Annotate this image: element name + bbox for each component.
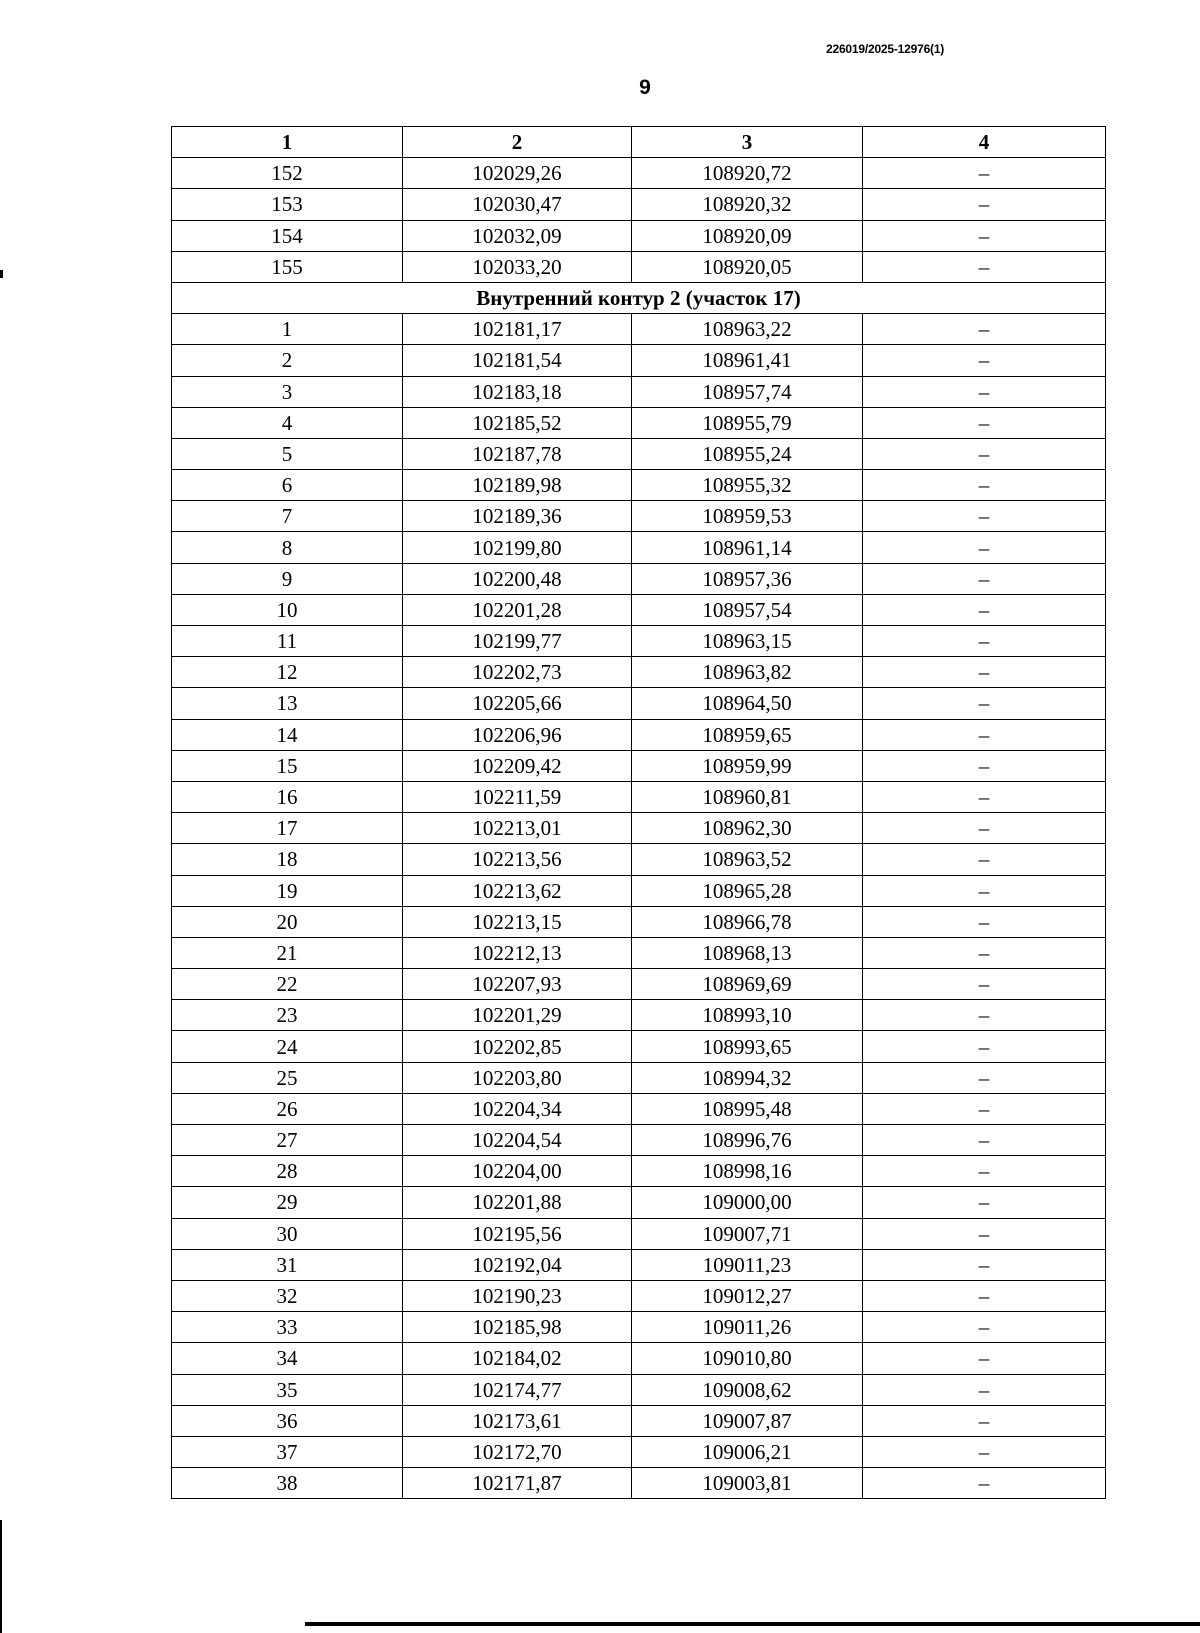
table-cell-col-2: 102187,78 (403, 438, 632, 469)
scan-left-edge (0, 1520, 2, 1633)
table-cell-col-2: 102205,66 (403, 688, 632, 719)
table-row (172, 657, 1106, 688)
table-cell-col-3: 108969,69 (632, 969, 863, 1000)
section-title: Внутренний контур 2 (участок 17) (172, 282, 1106, 313)
table-cell-col-1: 22 (172, 969, 403, 1000)
table-cell-col-1: 33 (172, 1312, 403, 1343)
table-cell-col-2: 102206,96 (403, 719, 632, 750)
table-cell-col-3: 108961,41 (632, 345, 863, 376)
table-cell-col-3: 108920,32 (632, 189, 863, 220)
table-cell-col-2: 102189,36 (403, 501, 632, 532)
table-cell-col-1: 8 (172, 532, 403, 563)
table-cell-col-3: 108964,50 (632, 688, 863, 719)
table-cell-col-1: 37 (172, 1436, 403, 1467)
table-cell-col-1: 34 (172, 1343, 403, 1374)
table-cell-col-2: 102202,73 (403, 657, 632, 688)
table-cell-col-4: – (863, 1468, 1106, 1499)
table-cell-col-4: – (863, 937, 1106, 968)
table-cell-col-3: 108955,32 (632, 470, 863, 501)
rows-outer-contour (172, 158, 1106, 283)
column-header-2: 2 (403, 127, 632, 158)
table-cell-col-3: 109006,21 (632, 1436, 863, 1467)
table-cell-col-1: 11 (172, 626, 403, 657)
table-cell-col-3: 109012,27 (632, 1280, 863, 1311)
table-cell-col-4: – (863, 1125, 1106, 1156)
table-cell-col-4: – (863, 501, 1106, 532)
scan-bottom-line (305, 1622, 1200, 1626)
column-header-4: 4 (863, 127, 1106, 158)
table-cell-col-2: 102033,20 (403, 251, 632, 282)
table-cell-col-4: – (863, 813, 1106, 844)
table-row (172, 1000, 1106, 1031)
table-cell-col-4: – (863, 251, 1106, 282)
table-row (172, 1280, 1106, 1311)
table-cell-col-3: 109003,81 (632, 1468, 863, 1499)
table-cell-col-3: 108968,13 (632, 937, 863, 968)
table-cell-col-1: 1 (172, 314, 403, 345)
table-cell-col-2: 102211,59 (403, 781, 632, 812)
column-header-3: 3 (632, 127, 863, 158)
section-row (172, 282, 1106, 313)
document-number: 226019/2025-12976(1) (826, 42, 945, 56)
table-cell-col-4: – (863, 1093, 1106, 1124)
table-row (172, 626, 1106, 657)
table-cell-col-1: 36 (172, 1405, 403, 1436)
table-cell-col-2: 102029,26 (403, 158, 632, 189)
table-cell-col-2: 102172,70 (403, 1436, 632, 1467)
table-row (172, 969, 1106, 1000)
table-cell-col-1: 154 (172, 220, 403, 251)
table-cell-col-4: – (863, 438, 1106, 469)
table-cell-col-4: – (863, 1374, 1106, 1405)
table-cell-col-2: 102171,87 (403, 1468, 632, 1499)
table-row (172, 532, 1106, 563)
table-cell-col-4: – (863, 1280, 1106, 1311)
table-cell-col-1: 23 (172, 1000, 403, 1031)
table-cell-col-1: 14 (172, 719, 403, 750)
table-cell-col-1: 21 (172, 937, 403, 968)
table-cell-col-3: 108996,76 (632, 1125, 863, 1156)
table-row (172, 1468, 1106, 1499)
table-row (172, 314, 1106, 345)
table-cell-col-3: 108965,28 (632, 875, 863, 906)
table-cell-col-4: – (863, 563, 1106, 594)
table-cell-col-1: 32 (172, 1280, 403, 1311)
table-cell-col-2: 102209,42 (403, 750, 632, 781)
table-row (172, 781, 1106, 812)
table-cell-col-4: – (863, 719, 1106, 750)
table-cell-col-3: 108963,22 (632, 314, 863, 345)
table-cell-col-3: 108959,53 (632, 501, 863, 532)
table-cell-col-3: 109011,26 (632, 1312, 863, 1343)
table-cell-col-2: 102199,80 (403, 532, 632, 563)
table-cell-col-4: – (863, 688, 1106, 719)
table-cell-col-1: 30 (172, 1218, 403, 1249)
table-cell-col-4: – (863, 189, 1106, 220)
table-cell-col-1: 152 (172, 158, 403, 189)
table-cell-col-2: 102195,56 (403, 1218, 632, 1249)
table-cell-col-2: 102213,56 (403, 844, 632, 875)
table-cell-col-3: 108920,72 (632, 158, 863, 189)
table-cell-col-1: 19 (172, 875, 403, 906)
table-row (172, 1062, 1106, 1093)
table-cell-col-2: 102174,77 (403, 1374, 632, 1405)
table-row (172, 844, 1106, 875)
table-cell-col-2: 102032,09 (403, 220, 632, 251)
table-cell-col-4: – (863, 376, 1106, 407)
table-cell-col-2: 102201,29 (403, 1000, 632, 1031)
table-row (172, 594, 1106, 625)
table-row (172, 813, 1106, 844)
table-cell-col-2: 102204,00 (403, 1156, 632, 1187)
table-cell-col-3: 108955,24 (632, 438, 863, 469)
table-cell-col-4: – (863, 407, 1106, 438)
table-row (172, 1031, 1106, 1062)
table-cell-col-4: – (863, 906, 1106, 937)
table-row (172, 875, 1106, 906)
table-row (172, 1343, 1106, 1374)
table-row (172, 906, 1106, 937)
table-cell-col-1: 7 (172, 501, 403, 532)
table-row (172, 501, 1106, 532)
rows-inner-contour (172, 314, 1106, 1499)
table-cell-col-4: – (863, 1249, 1106, 1280)
table-cell-col-1: 38 (172, 1468, 403, 1499)
table-header-row (172, 127, 1106, 158)
table-cell-col-4: – (863, 1062, 1106, 1093)
table-cell-col-2: 102213,15 (403, 906, 632, 937)
table-cell-col-2: 102192,04 (403, 1249, 632, 1280)
table-cell-col-1: 153 (172, 189, 403, 220)
scan-left-tick (0, 270, 3, 278)
table-row (172, 750, 1106, 781)
table-cell-col-1: 18 (172, 844, 403, 875)
table-row (172, 438, 1106, 469)
table-row (172, 563, 1106, 594)
table-row (172, 719, 1106, 750)
table-cell-col-4: – (863, 750, 1106, 781)
table-cell-col-2: 102184,02 (403, 1343, 632, 1374)
table-cell-col-1: 12 (172, 657, 403, 688)
table-cell-col-1: 4 (172, 407, 403, 438)
table-cell-col-3: 108962,30 (632, 813, 863, 844)
table-cell-col-3: 109011,23 (632, 1249, 863, 1280)
table-cell-col-3: 108995,48 (632, 1093, 863, 1124)
table-cell-col-3: 108963,52 (632, 844, 863, 875)
table-cell-col-2: 102212,13 (403, 937, 632, 968)
table-cell-col-1: 155 (172, 251, 403, 282)
table-cell-col-2: 102185,98 (403, 1312, 632, 1343)
table-row (172, 1405, 1106, 1436)
table-row (172, 1218, 1106, 1249)
table-cell-col-3: 109007,71 (632, 1218, 863, 1249)
table-cell-col-3: 108961,14 (632, 532, 863, 563)
table-cell-col-4: – (863, 1312, 1106, 1343)
table-row (172, 1093, 1106, 1124)
table-row (172, 1374, 1106, 1405)
table-cell-col-2: 102030,47 (403, 189, 632, 220)
table-cell-col-2: 102185,52 (403, 407, 632, 438)
table-cell-col-1: 13 (172, 688, 403, 719)
table-cell-col-2: 102204,34 (403, 1093, 632, 1124)
table-row (172, 1187, 1106, 1218)
table-cell-col-1: 9 (172, 563, 403, 594)
table-cell-col-3: 108959,65 (632, 719, 863, 750)
table-cell-col-4: – (863, 1343, 1106, 1374)
table-cell-col-2: 102204,54 (403, 1125, 632, 1156)
page-number: 9 (639, 76, 651, 99)
column-header-1: 1 (172, 127, 403, 158)
table-cell-col-3: 109010,80 (632, 1343, 863, 1374)
table-cell-col-1: 28 (172, 1156, 403, 1187)
table-row (172, 1156, 1106, 1187)
table-cell-col-3: 108963,15 (632, 626, 863, 657)
table-cell-col-3: 108959,99 (632, 750, 863, 781)
table-cell-col-4: – (863, 314, 1106, 345)
table-cell-col-1: 29 (172, 1187, 403, 1218)
table-cell-col-3: 108920,09 (632, 220, 863, 251)
table-row (172, 1249, 1106, 1280)
table-cell-col-4: – (863, 875, 1106, 906)
table-cell-col-4: – (863, 470, 1106, 501)
table-row (172, 1312, 1106, 1343)
table-row (172, 251, 1106, 282)
table-cell-col-1: 17 (172, 813, 403, 844)
table-cell-col-2: 102200,48 (403, 563, 632, 594)
table-cell-col-2: 102207,93 (403, 969, 632, 1000)
table-cell-col-3: 108957,74 (632, 376, 863, 407)
table-cell-col-1: 6 (172, 470, 403, 501)
table-cell-col-3: 108993,10 (632, 1000, 863, 1031)
table-cell-col-1: 3 (172, 376, 403, 407)
table-cell-col-4: – (863, 1218, 1106, 1249)
table-cell-col-1: 15 (172, 750, 403, 781)
table-cell-col-2: 102199,77 (403, 626, 632, 657)
table-row (172, 220, 1106, 251)
table-cell-col-1: 31 (172, 1249, 403, 1280)
table-row (172, 189, 1106, 220)
table-cell-col-3: 108966,78 (632, 906, 863, 937)
table-cell-col-2: 102201,88 (403, 1187, 632, 1218)
table-cell-col-4: – (863, 969, 1106, 1000)
table-cell-col-3: 108957,54 (632, 594, 863, 625)
table-cell-col-1: 27 (172, 1125, 403, 1156)
table-row (172, 1125, 1106, 1156)
table-cell-col-4: – (863, 781, 1106, 812)
table-cell-col-4: – (863, 158, 1106, 189)
table-cell-col-3: 108998,16 (632, 1156, 863, 1187)
table-cell-col-4: – (863, 1405, 1106, 1436)
table-cell-col-4: – (863, 1031, 1106, 1062)
table-cell-col-3: 108960,81 (632, 781, 863, 812)
table-row (172, 1436, 1106, 1467)
table-row (172, 158, 1106, 189)
section-row-group (172, 282, 1106, 313)
table-row (172, 345, 1106, 376)
table-row (172, 937, 1106, 968)
table-cell-col-4: – (863, 1436, 1106, 1467)
table-cell-col-4: – (863, 657, 1106, 688)
table-cell-col-1: 5 (172, 438, 403, 469)
table-cell-col-4: – (863, 345, 1106, 376)
table-cell-col-3: 108920,05 (632, 251, 863, 282)
table-cell-col-1: 26 (172, 1093, 403, 1124)
table-row (172, 376, 1106, 407)
table-cell-col-1: 25 (172, 1062, 403, 1093)
table-row (172, 407, 1106, 438)
table-cell-col-4: – (863, 1000, 1106, 1031)
table-cell-col-4: – (863, 626, 1106, 657)
table-row (172, 470, 1106, 501)
table-row (172, 688, 1106, 719)
table-cell-col-4: – (863, 1187, 1106, 1218)
table-cell-col-1: 24 (172, 1031, 403, 1062)
table-cell-col-3: 108963,82 (632, 657, 863, 688)
table-cell-col-1: 16 (172, 781, 403, 812)
table-cell-col-4: – (863, 532, 1106, 563)
table-cell-col-2: 102203,80 (403, 1062, 632, 1093)
table-cell-col-2: 102173,61 (403, 1405, 632, 1436)
table-cell-col-2: 102201,28 (403, 594, 632, 625)
table-cell-col-4: – (863, 220, 1106, 251)
table-cell-col-2: 102202,85 (403, 1031, 632, 1062)
table-cell-col-2: 102190,23 (403, 1280, 632, 1311)
table-cell-col-1: 35 (172, 1374, 403, 1405)
coordinates-table (171, 126, 1106, 1499)
table-cell-col-2: 102181,54 (403, 345, 632, 376)
table-cell-col-3: 108994,32 (632, 1062, 863, 1093)
table-cell-col-4: – (863, 844, 1106, 875)
table-cell-col-2: 102189,98 (403, 470, 632, 501)
table-cell-col-3: 108993,65 (632, 1031, 863, 1062)
table-cell-col-4: – (863, 594, 1106, 625)
table-cell-col-1: 20 (172, 906, 403, 937)
table-cell-col-3: 109007,87 (632, 1405, 863, 1436)
table-cell-col-2: 102183,18 (403, 376, 632, 407)
table-cell-col-2: 102213,62 (403, 875, 632, 906)
table-cell-col-4: – (863, 1156, 1106, 1187)
table-cell-col-3: 108957,36 (632, 563, 863, 594)
table-cell-col-3: 109008,62 (632, 1374, 863, 1405)
table-cell-col-3: 109000,00 (632, 1187, 863, 1218)
table-cell-col-3: 108955,79 (632, 407, 863, 438)
table-cell-col-1: 10 (172, 594, 403, 625)
table-cell-col-2: 102213,01 (403, 813, 632, 844)
table-cell-col-2: 102181,17 (403, 314, 632, 345)
table-cell-col-1: 2 (172, 345, 403, 376)
